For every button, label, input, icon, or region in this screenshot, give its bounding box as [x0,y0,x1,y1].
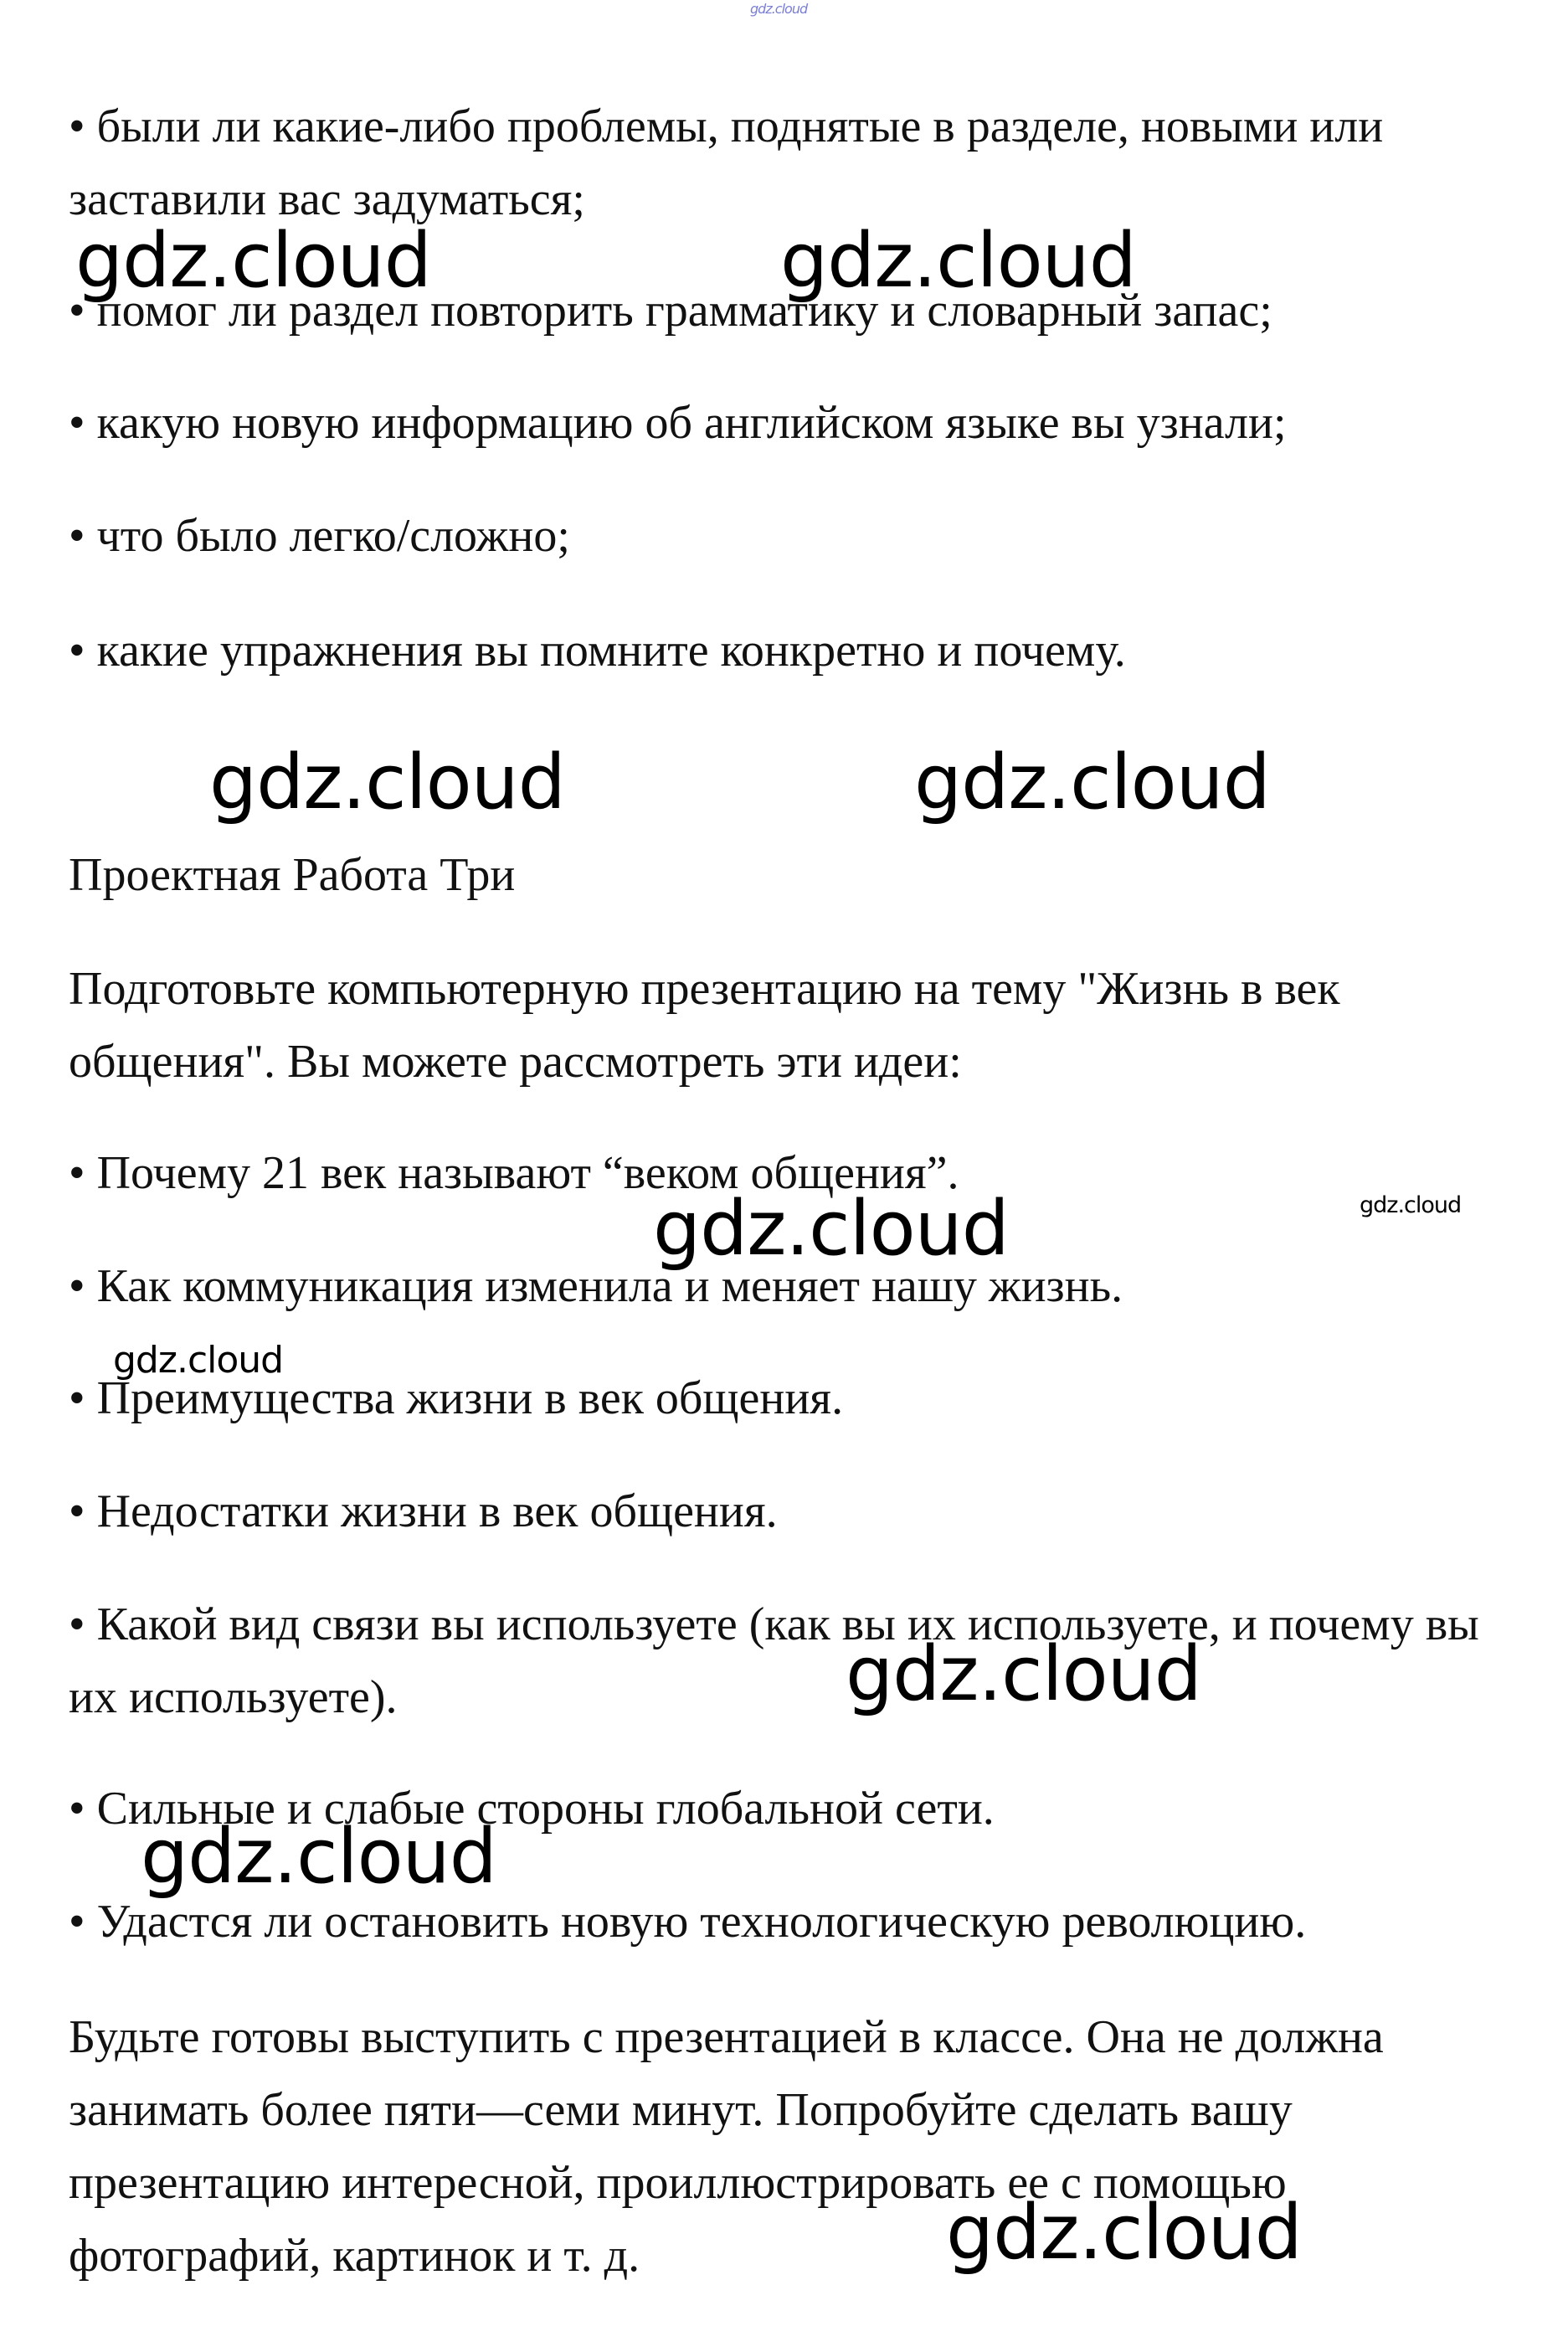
idea-bullet-2: • Как коммуникация изменила и меняет нашу жизнь. [69,1260,1123,1312]
intro-bullet-5: • какие упражнения вы помните конкретно и почему. [69,625,1126,677]
watermark: gdz.cloud [946,2189,1302,2277]
intro-bullet-3: • какую новую информацию об английском языке вы узнали; [69,397,1287,449]
watermark: gdz.cloud [653,1185,1009,1273]
watermark: gdz.cloud [141,1813,496,1901]
section-heading: Проектная Работа Три [69,849,516,901]
intro-bullet-4: • что было легко/сложно; [69,510,570,562]
idea-bullet-1: • Почему 21 век называют “веком общения”. [69,1147,959,1199]
intro-bullet-1: • были ли какие-либо проблемы, поднятые в разделе, новыми или заставили вас задуматься; [69,100,1384,225]
task-paragraph: Подготовьте компьютерную презентацию на тему "Жизнь в век общения". Вы можете рассмотреть эти идеи: [69,963,1340,1088]
idea-bullet-3: • Преимущества жизни в век общения. [69,1372,844,1424]
idea-bullet-5: • Какой вид связи вы используете (как вы их используете, и почему вы их используете). [69,1598,1479,1723]
idea-bullet-6: • Сильные и слабые стороны глобальной сети. [69,1783,995,1835]
idea-bullet-4: • Недостатки жизни в век общения. [69,1485,778,1537]
watermark: gdz.cloud [113,1339,284,1382]
watermark: gdz.cloud [846,1630,1201,1718]
watermark: gdz.cloud [1360,1192,1462,1218]
watermark-top: gdz.cloud [750,1,808,17]
idea-bullet-7: • Удастся ли остановить новую технологическую революцию. [69,1896,1307,1948]
watermark: gdz.cloud [914,739,1270,826]
closing-paragraph: Будьте готовы выступить с презентацией в классе. Она не должна занимать более пяти—семи минут. Попробуйте сделать вашу презентацию интересной, проиллюстрировать ее с помощью фотографий, картинок и т. д. [69,2011,1384,2282]
watermark: gdz.cloud [75,217,431,305]
intro-bullet-2: • помог ли раздел повторить грамматику и словарный запас; [69,285,1272,337]
watermark: gdz.cloud [780,217,1136,305]
watermark: gdz.cloud [209,739,565,826]
